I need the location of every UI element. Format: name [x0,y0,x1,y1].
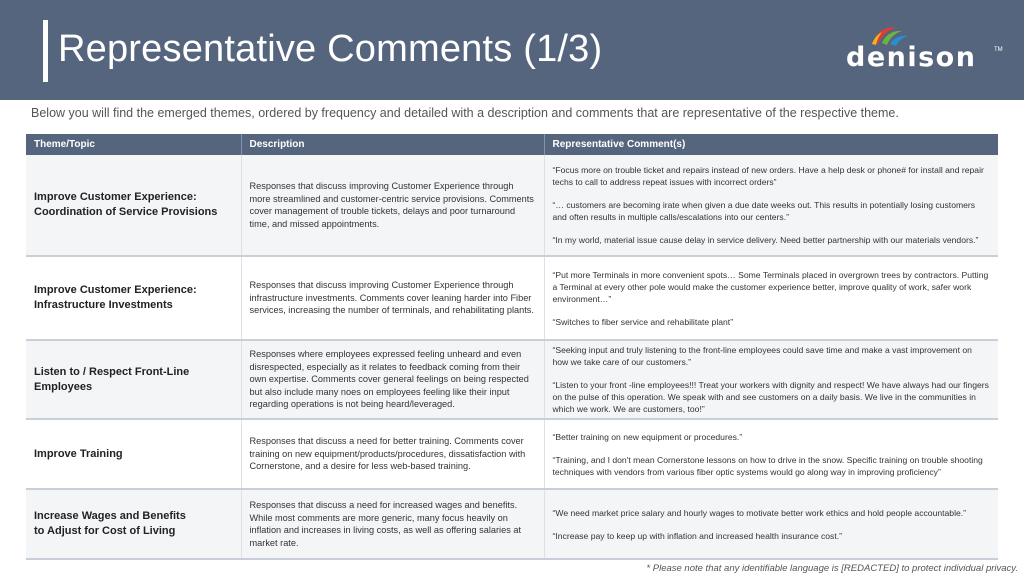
description-text: Responses that discuss a need for increased wages and benefits. While most comments are more generic, many focus heavily on inflation and increases in living costs, as well as offering salaries at market rate. [249,500,522,548]
column-header-description: Description [241,134,544,155]
comment-quote: “Focus more on trouble ticket and repairs instead of new orders. Have a help desk or phone# for install and repair techs to call to address repeat issues with incorrect orders” [552,165,984,187]
theme-label: Improve Customer Experience: [34,191,197,203]
comments-cell [544,489,998,559]
themes-table [26,134,998,560]
description-text: Responses that discuss improving Customer Experience through more streamlined and customer-centric service provisions. Comments cover management of trouble tickets, delays and poor turnaround time, and missed appointments. [249,181,534,229]
description-cell [241,419,544,489]
comment-quote: “Training, and I don't mean Cornerstone lessons on how to drive in the snow. Specific training on trouble shooting techniques with vendors from various fiber optic systems would go along way in improving proficiency” [552,454,983,477]
logo-trademark: TM [994,47,1003,53]
theme-label: Improve Customer Experience: [34,284,197,296]
theme-cell [26,340,241,419]
theme-label: Infrastructure Investments [34,299,173,311]
theme-label: Listen to / Respect Front-Line [34,365,190,378]
logo-wordmark: denison [846,42,977,73]
comments-cell [544,155,998,256]
title-accent-bar [43,20,48,82]
description-cell [241,489,544,559]
description-cell [241,340,544,419]
comment-quote: “Switches to fiber service and rehabilitate plant” [552,316,734,327]
comment-quote: “We need market price salary and hourly wages to motivate better work ethics and hold people accountable.” [552,507,967,518]
intro-text: Below you will find the emerged themes, ordered by frequency and detailed with a description and comments that are representative of the respective theme. [31,106,899,120]
theme-cell [26,256,241,340]
comments-cell [544,419,998,489]
theme-label: to Adjust for Cost of Living [34,525,176,537]
comment-quote: “Increase pay to keep up with inflation and increased health insurance cost.” [552,530,842,541]
theme-label: Improve Training [34,447,123,460]
comment-quote: “Better training on new equipment or procedures.” [552,431,743,442]
description-text: Responses that discuss a need for better training. Comments cover training on new equipment/products/procedures, dissatisfaction with Cornerstone, and a desire for less web-based training. [249,436,526,472]
column-header-comments: Representative Comment(s) [544,134,998,155]
description-text: Responses that discuss improving Customer Experience through infrastructure investments. Comments cover leaning harder into Fiber services, increasing the number of terminals, and rehabilitating plants. [249,280,534,316]
theme-cell [26,155,241,256]
column-header-theme: Theme/Topic [26,134,241,155]
table-header-row [26,134,998,155]
table-row [26,155,998,256]
table-row [26,489,998,559]
denison-logo [846,24,1006,74]
comment-quote: “Put more Terminals in more convenient spots… Some Terminals placed in overgrown trees by contractors. Putting a Terminal at every other pole would make the customer experience better, improve quality of work, safer work environment…” [552,269,989,304]
comments-cell [544,340,998,419]
comment-quote: “… customers are becoming irate when given a due date weeks out. This results in potentially losing customers and often results in multiple calls/escalations into our centers.” [552,200,976,222]
description-cell [241,155,544,256]
privacy-footnote: * Please note that any identifiable language is [REDACTED] to protect individual privacy. [646,563,1018,574]
theme-label: Increase Wages and Benefits [34,510,186,522]
table-row [26,340,998,419]
table-row [26,419,998,489]
comment-quote: “Listen to your front -line employees!!! Treat your workers with dignity and respect! We have always had our fingers on the pulse of this operation. We speak with and see customers on a daily basis. We live in the communities in which we work. We are customers, too!” [552,380,989,414]
theme-label: Employees [34,380,93,393]
comment-quote: “In my world, material issue cause delay in service delivery. Need better partnership with our materials vendors.” [552,235,979,245]
comment-quote: “Seeking input and truly listening to the front-line employees could save time and make a vast improvement on how we take care of our customers.” [552,345,972,367]
theme-label: Coordination of Service Provisions [34,206,218,218]
table-row [26,256,998,340]
theme-cell [26,419,241,489]
comments-cell [544,256,998,340]
page-title: Representative Comments (1/3) [58,28,603,70]
theme-cell [26,489,241,559]
header-banner [0,0,1024,100]
description-cell [241,256,544,340]
description-text: Responses where employees expressed feeling unheard and even disrespected, especially as it relates to feedback coming from their own expertise. Comments cover general feelings on being respected but also include many noes on employees feeling like their input regarding operations is not being heard/leveraged. [249,349,529,410]
